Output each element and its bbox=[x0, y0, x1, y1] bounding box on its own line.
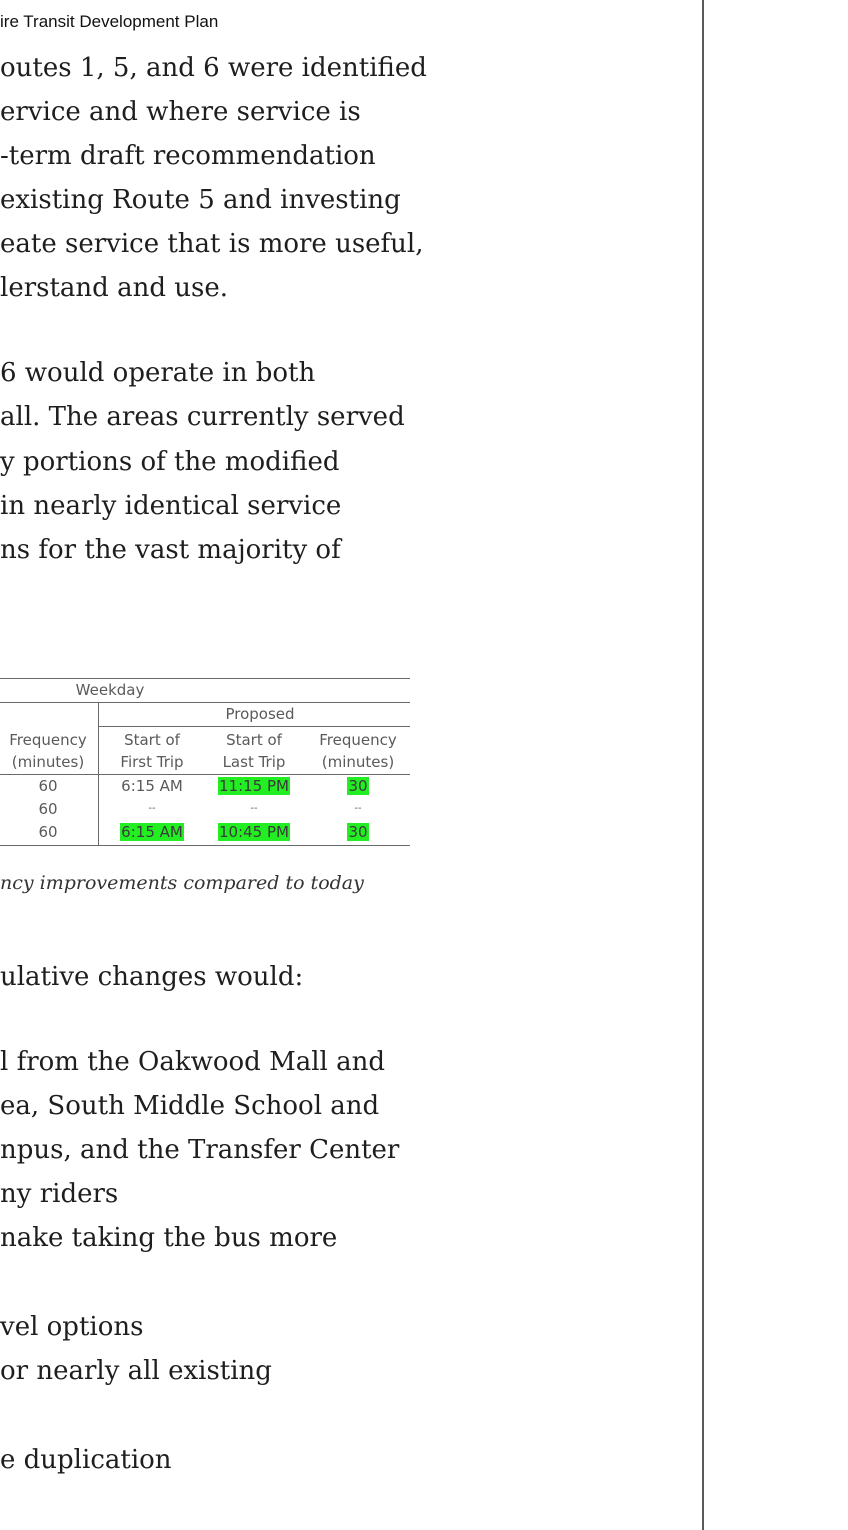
list-item-text: vel options bbox=[0, 1312, 144, 1342]
list-item-text: l from the Oakwood Mall and bbox=[0, 1047, 385, 1077]
body-text-line: eate service that is more useful, bbox=[0, 229, 424, 259]
page-edge-divider bbox=[702, 0, 704, 1530]
table-group-header: Weekday bbox=[75, 681, 145, 699]
document-header: ire Transit Development Plan bbox=[0, 12, 219, 31]
body-text-line: all. The areas currently served bbox=[0, 402, 405, 432]
highlighted-cell: 10:45 PM bbox=[219, 823, 289, 841]
col-header-proposed-frequency: Frequency bbox=[319, 731, 397, 749]
table-cell: 60 bbox=[38, 800, 58, 818]
body-text-line: y portions of the modified bbox=[0, 447, 340, 477]
table-cell: -- bbox=[250, 803, 258, 814]
table-column-divider bbox=[98, 702, 99, 845]
table-cell: 6:15 AM bbox=[121, 777, 183, 795]
table-bottom-rule bbox=[0, 845, 410, 846]
table-cell: 60 bbox=[38, 777, 58, 795]
table-rule bbox=[0, 702, 410, 703]
table-cell: -- bbox=[354, 803, 362, 814]
table-rule bbox=[98, 726, 410, 727]
highlighted-cell: 30 bbox=[348, 823, 368, 841]
table-cell: 60 bbox=[38, 823, 58, 841]
list-item-text: nake taking the bus more bbox=[0, 1223, 338, 1253]
body-text-line: ns for the vast majority of bbox=[0, 535, 341, 565]
body-text-line: existing Route 5 and investing bbox=[0, 185, 401, 215]
body-text-line: lerstand and use. bbox=[0, 273, 228, 303]
col-header-frequency: Frequency bbox=[9, 731, 87, 749]
table-header-rule bbox=[0, 774, 410, 775]
body-text-line: outes 1, 5, and 6 were identified bbox=[0, 53, 427, 83]
col-header-last-trip-2: Last Trip bbox=[222, 753, 286, 771]
col-header-first-trip-2: First Trip bbox=[120, 753, 184, 771]
col-header-proposed-frequency-unit: (minutes) bbox=[321, 753, 395, 771]
highlighted-cell: 6:15 AM bbox=[121, 823, 183, 841]
body-text-line: in nearly identical service bbox=[0, 491, 342, 521]
list-item-text: npus, and the Transfer Center bbox=[0, 1135, 400, 1165]
list-item-text: ea, South Middle School and bbox=[0, 1091, 380, 1121]
col-header-first-trip: Start of bbox=[124, 731, 180, 749]
body-text-line: -term draft recommendation bbox=[0, 141, 376, 171]
table-proposed-header: Proposed bbox=[225, 705, 295, 723]
body-text-line: ervice and where service is bbox=[0, 97, 361, 127]
body-text-line: 6 would operate in both bbox=[0, 358, 316, 388]
body-text-line: ulative changes would: bbox=[0, 962, 304, 992]
list-item-text: or nearly all existing bbox=[0, 1356, 272, 1386]
col-header-last-trip: Start of bbox=[226, 731, 282, 749]
table-cell: -- bbox=[148, 803, 156, 814]
service-frequency-table bbox=[0, 678, 410, 846]
highlighted-cell: 11:15 PM bbox=[219, 777, 289, 795]
list-item-text: ny riders bbox=[0, 1179, 119, 1209]
table-caption: ncy improvements compared to today bbox=[0, 872, 364, 894]
highlighted-cell: 30 bbox=[348, 777, 368, 795]
list-item-text: e duplication bbox=[0, 1445, 172, 1475]
col-header-frequency-unit: (minutes) bbox=[11, 753, 85, 771]
table-top-rule bbox=[0, 678, 410, 679]
